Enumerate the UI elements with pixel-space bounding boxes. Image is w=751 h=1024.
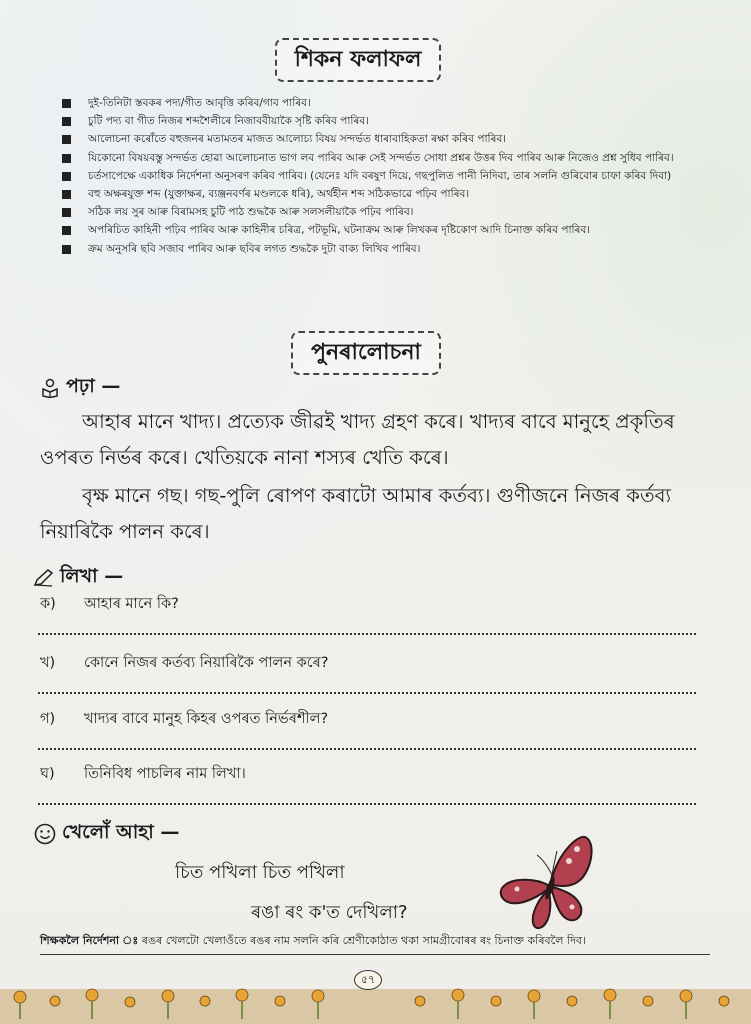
learning-outcomes-heading: শিকন ফলাফল xyxy=(275,38,441,82)
question-item: ঘ) তিনিবিধ পাচলিৰ নাম লিখা। xyxy=(40,763,700,787)
answer-line[interactable] xyxy=(38,803,696,805)
bullet-square-icon xyxy=(62,190,71,199)
bullet-square-icon xyxy=(62,245,71,254)
review-heading: পুনৰালোচনা xyxy=(291,331,441,375)
list-item: দুই-তিনিটা স্তবকৰ পদ্য/গীত আবৃত্তি কৰিব/গাব পাৰিব। xyxy=(62,96,702,111)
play-section-label: খেলোঁ আহা — xyxy=(34,818,179,850)
question-item: গ) খাদ্যৰ বাবে মানুহ কিহৰ ওপৰত নিৰ্ভৰশীল? xyxy=(40,708,700,732)
bullet-square-icon xyxy=(62,99,71,108)
rhyme-line-1: চিত পখিলা চিত পখিলা xyxy=(175,862,345,883)
list-item: চৰ্তসাপেক্ষে একাধিক নিৰ্দেশনা অনুসৰণ কৰিব পাৰিব। (যেনেঃ যদি বৰষুণ দিয়ে, গছপুলিত পানী নিদিবা, তাৰ সলনি গুৰিবোৰ চাফা কৰিব দিবা) xyxy=(62,169,702,184)
reading-paragraph-1: আহাৰ মানে খাদ্য। প্ৰত্যেক জীৱই খাদ্য গ্ৰহণ কৰে। খাদ্যৰ বাবে মানুহে প্ৰকৃতিৰ ওপৰত নিৰ্ভৰ কৰে। খেতিয়কে নানা শস্যৰ খেতি কৰে। xyxy=(40,410,675,469)
list-item: যিকোনো বিষয়বস্তু সন্দৰ্ভত হোৱা আলোচনাত ভাগ লব পাৰিব আৰু সেই সন্দৰ্ভত সোধা প্ৰশ্নৰ উত্তৰ দিব পাৰিব আৰু নিজেও প্ৰশ্ন সুধিব পাৰিব। xyxy=(62,151,702,166)
butterfly-icon xyxy=(497,833,602,933)
question-item: খ) কোনে নিজৰ কৰ্তব্য নিয়াৰিকৈ পালন কৰে? xyxy=(40,652,700,676)
bullet-square-icon xyxy=(62,208,71,217)
bullet-square-icon xyxy=(62,135,71,144)
list-item: সঠিক লয় সুৰ আৰু বিৰামসহ চুটি পাঠ শুদ্ধকৈ আৰু সলসলীয়াকৈ পঢ়িব পাৰিব। xyxy=(62,205,702,220)
question-item: ক) আহাৰ মানে কি? xyxy=(40,593,700,617)
write-section-label: লিখা — xyxy=(32,562,123,594)
learning-outcomes-list xyxy=(62,96,702,260)
list-item: চুটি পদ্য বা গীত নিজৰ শব্দশৈলীৰে নিজাববীয়াকৈ সৃষ্টি কৰিব পাৰিব। xyxy=(62,114,702,129)
list-item: আলোচনা কৰোঁতে বহুজনৰ মতামতৰ মাজত আলোচ্য বিষয় সন্দৰ্ভত ধাৰাবাহিকতা ৰক্ষা কৰিব পাৰিব। xyxy=(62,132,702,147)
page-number: ৫৭ xyxy=(354,970,382,990)
bullet-square-icon xyxy=(62,154,71,163)
bullet-square-icon xyxy=(62,117,71,126)
read-section-label: পঢ়া — xyxy=(40,372,120,404)
reading-child-icon xyxy=(40,378,60,398)
list-item: অপৰিচিত কাহিনী পঢ়িব পাৰিব আৰু কাহিনীৰ চৰিত্ৰ, পটভূমি, ঘটনাক্ৰম আৰু লিখকৰ দৃষ্টিকোণ আদি চিনাক্ত কৰিব পাৰিব। xyxy=(62,223,702,238)
rhyme-line-2: ৰঙা ৰং ক'ত দেখিলা? xyxy=(251,902,408,923)
list-item: বহু অক্ষৰযুক্ত শব্দ (যুক্তাক্ষৰ, ব্যঞ্জনবৰ্ণৰ মণ্ডলকে ধৰি), অৰ্থহীন শব্দ সঠিকভাৱে পঢ়িব পাৰিব। xyxy=(62,187,702,202)
bullet-square-icon xyxy=(62,226,71,235)
list-item: ক্ৰম অনুসৰি ছবি সজাব পাৰিব আৰু ছবিৰ লগত শুদ্ধকৈ দুটা বাক্য লিখিব পাৰিব। xyxy=(62,242,702,257)
pencil-icon xyxy=(32,568,54,588)
answer-line[interactable] xyxy=(38,692,696,694)
answer-line[interactable] xyxy=(38,748,696,750)
reading-paragraph-2: বৃক্ষ মানে গছ। গছ-পুলি ৰোপণ কৰাটো আমাৰ কৰ্তব্য। গুণীজনে নিজৰ কৰ্তব্য নিয়াৰিকৈ পালন কৰে। xyxy=(40,484,672,543)
smiley-icon xyxy=(34,823,56,845)
bullet-square-icon xyxy=(62,172,71,181)
answer-line[interactable] xyxy=(38,633,696,635)
teacher-instruction: শিক্ষকলৈ নিৰ্দেশনা ঃ ৰঙৰ খেলটো খেলাওঁতে ৰঙৰ নাম সলনি কৰি শ্ৰেণীকোঠাত থকা সামগ্ৰীবোৰৰ ৰং চিনাক্ত কৰিবলৈ দিব। xyxy=(40,932,710,955)
